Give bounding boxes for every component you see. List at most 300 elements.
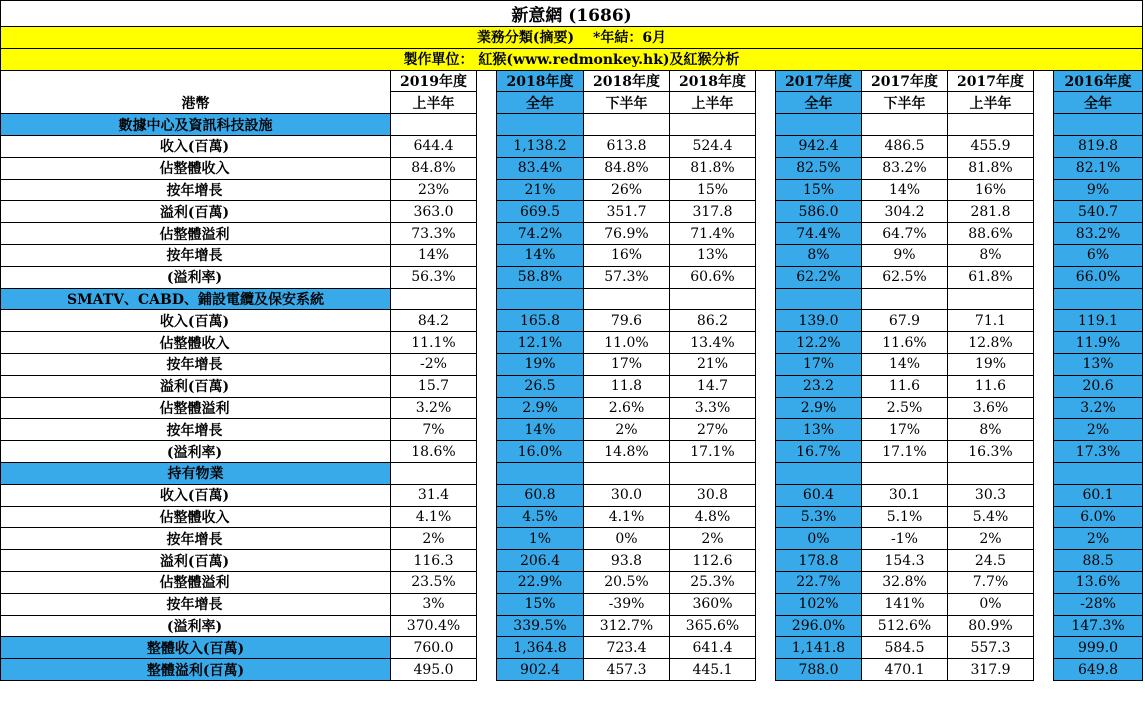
value-cell: 11.8 <box>584 375 670 397</box>
value-cell <box>1054 462 1143 484</box>
gap-cell <box>477 397 497 419</box>
value-cell <box>497 462 584 484</box>
gap-cell <box>1034 637 1054 659</box>
value-cell: 296.0% <box>776 615 862 637</box>
table-row <box>1 441 1143 463</box>
value-cell: 141% <box>862 593 948 615</box>
gap-cell <box>477 201 497 223</box>
gap-cell <box>1034 571 1054 593</box>
value-cell: 584.5 <box>862 637 948 659</box>
value-cell: 16% <box>948 179 1034 201</box>
column-period-header: 全年 <box>776 92 862 114</box>
value-cell: 495.0 <box>391 659 477 681</box>
value-cell: 81.8% <box>948 157 1034 179</box>
value-cell <box>862 462 948 484</box>
gap-cell <box>1034 179 1054 201</box>
page-title: 新意網 (1686) <box>1 1 1143 27</box>
value-cell: 363.0 <box>391 201 477 223</box>
value-cell: 13.6% <box>1054 571 1143 593</box>
value-cell: 360% <box>670 593 756 615</box>
gap-cell <box>477 266 497 288</box>
value-cell: 512.6% <box>862 615 948 637</box>
value-cell: 902.4 <box>497 659 584 681</box>
value-cell <box>670 462 756 484</box>
gap-cell <box>756 353 776 375</box>
value-cell: 76.9% <box>584 223 670 245</box>
row-label: 收入(百萬) <box>1 484 391 506</box>
column-year-header: 2017年度 <box>862 70 948 92</box>
value-cell: 2.9% <box>776 397 862 419</box>
row-label: 佔整體收入 <box>1 332 391 354</box>
value-cell: 14.8% <box>584 441 670 463</box>
gap-cell <box>477 441 497 463</box>
value-cell: 17.3% <box>1054 441 1143 463</box>
gap-cell <box>1034 659 1054 681</box>
value-cell <box>497 288 584 310</box>
value-cell: 644.4 <box>391 135 477 157</box>
value-cell: 74.4% <box>776 223 862 245</box>
gap-cell <box>756 571 776 593</box>
value-cell: 457.3 <box>584 659 670 681</box>
row-label: 佔整體溢利 <box>1 571 391 593</box>
value-cell: 317.8 <box>670 201 756 223</box>
gap-cell <box>756 528 776 550</box>
value-cell <box>948 114 1034 136</box>
gap-cell <box>477 114 497 136</box>
value-cell: 470.1 <box>862 659 948 681</box>
gap-cell <box>477 244 497 266</box>
value-cell: 19% <box>497 353 584 375</box>
row-label: 按年增長 <box>1 528 391 550</box>
header-unit: 港幣 <box>1 92 391 114</box>
value-cell: 2% <box>1054 528 1143 550</box>
value-cell: 62.2% <box>776 266 862 288</box>
row-label: (溢利率) <box>1 266 391 288</box>
value-cell: 5.4% <box>948 506 1034 528</box>
column-period-header: 上半年 <box>948 92 1034 114</box>
gap-cell <box>1034 375 1054 397</box>
value-cell: 165.8 <box>497 310 584 332</box>
gap-cell <box>756 332 776 354</box>
value-cell: 613.8 <box>584 135 670 157</box>
value-cell <box>391 288 477 310</box>
value-cell: 8% <box>948 244 1034 266</box>
gap-cell <box>756 397 776 419</box>
gap-cell <box>1034 615 1054 637</box>
value-cell: 11.9% <box>1054 332 1143 354</box>
value-cell: 649.8 <box>1054 659 1143 681</box>
value-cell: 9% <box>1054 179 1143 201</box>
value-cell: 88.6% <box>948 223 1034 245</box>
total-row <box>1 659 1143 681</box>
table-row <box>1 419 1143 441</box>
table-row <box>1 528 1143 550</box>
value-cell <box>776 462 862 484</box>
value-cell: 16.3% <box>948 441 1034 463</box>
table-row <box>1 332 1143 354</box>
gap-cell <box>477 310 497 332</box>
column-year-header: 2018年度 <box>497 70 584 92</box>
section-row <box>1 462 1143 484</box>
gap-cell <box>477 528 497 550</box>
value-cell: 13% <box>1054 353 1143 375</box>
value-cell: 23% <box>391 179 477 201</box>
gap-cell <box>756 462 776 484</box>
value-cell: 26% <box>584 179 670 201</box>
gap-cell <box>477 157 497 179</box>
value-cell: 12.2% <box>776 332 862 354</box>
value-cell: 0% <box>584 528 670 550</box>
value-cell: 83.4% <box>497 157 584 179</box>
value-cell: 11.1% <box>391 332 477 354</box>
value-cell <box>584 462 670 484</box>
value-cell: 723.4 <box>584 637 670 659</box>
value-cell <box>391 462 477 484</box>
value-cell: -39% <box>584 593 670 615</box>
value-cell: 586.0 <box>776 201 862 223</box>
table-row <box>1 310 1143 332</box>
value-cell: 0% <box>948 593 1034 615</box>
value-cell <box>776 288 862 310</box>
column-period-header <box>756 92 776 114</box>
value-cell: 317.9 <box>948 659 1034 681</box>
gap-cell <box>756 375 776 397</box>
gap-cell <box>756 135 776 157</box>
value-cell: 25.3% <box>670 571 756 593</box>
gap-cell <box>1034 135 1054 157</box>
value-cell: 23.2 <box>776 375 862 397</box>
value-cell: 2% <box>670 528 756 550</box>
column-year-header: 2016年度 <box>1054 70 1143 92</box>
row-label: 按年增長 <box>1 419 391 441</box>
value-cell: 281.8 <box>948 201 1034 223</box>
value-cell: 30.8 <box>670 484 756 506</box>
value-cell: 18.6% <box>391 441 477 463</box>
value-cell: 80.9% <box>948 615 1034 637</box>
value-cell: 557.3 <box>948 637 1034 659</box>
gap-cell <box>1034 441 1054 463</box>
gap-cell <box>477 288 497 310</box>
value-cell: 178.8 <box>776 550 862 572</box>
value-cell: 4.5% <box>497 506 584 528</box>
gap-cell <box>756 179 776 201</box>
value-cell: 13% <box>776 419 862 441</box>
value-cell: 83.2% <box>862 157 948 179</box>
row-label: 按年增長 <box>1 179 391 201</box>
total-row <box>1 637 1143 659</box>
value-cell: 147.3% <box>1054 615 1143 637</box>
table-row <box>1 375 1143 397</box>
value-cell: 112.6 <box>670 550 756 572</box>
value-cell: 86.2 <box>670 310 756 332</box>
gap-cell <box>756 114 776 136</box>
value-cell: 22.7% <box>776 571 862 593</box>
column-year-header <box>756 70 776 92</box>
row-label: 整體溢利(百萬) <box>1 659 391 681</box>
gap-cell <box>477 419 497 441</box>
value-cell: 60.4 <box>776 484 862 506</box>
gap-cell <box>477 506 497 528</box>
value-cell: 370.4% <box>391 615 477 637</box>
value-cell: 139.0 <box>776 310 862 332</box>
value-cell: -1% <box>862 528 948 550</box>
value-cell: 60.6% <box>670 266 756 288</box>
value-cell: 84.2 <box>391 310 477 332</box>
value-cell: 56.3% <box>391 266 477 288</box>
row-label: 溢利(百萬) <box>1 201 391 223</box>
gap-cell <box>756 157 776 179</box>
gap-cell <box>1034 201 1054 223</box>
value-cell: 339.5% <box>497 615 584 637</box>
value-cell: 62.5% <box>862 266 948 288</box>
row-label: SMATV、CABD、鋪設電纜及保安系統 <box>1 288 391 310</box>
value-cell: 304.2 <box>862 201 948 223</box>
value-cell: 641.4 <box>670 637 756 659</box>
column-year-header: 2018年度 <box>670 70 756 92</box>
value-cell: 2% <box>948 528 1034 550</box>
value-cell: 21% <box>670 353 756 375</box>
value-cell: 15% <box>670 179 756 201</box>
column-period-header: 上半年 <box>391 92 477 114</box>
gap-cell <box>1034 506 1054 528</box>
value-cell: 71.1 <box>948 310 1034 332</box>
value-cell: 17% <box>862 419 948 441</box>
value-cell: -2% <box>391 353 477 375</box>
value-cell: 5.3% <box>776 506 862 528</box>
value-cell: 3.2% <box>391 397 477 419</box>
value-cell: 83.2% <box>1054 223 1143 245</box>
value-cell: 9% <box>862 244 948 266</box>
value-cell: 154.3 <box>862 550 948 572</box>
gap-cell <box>1034 288 1054 310</box>
table-row <box>1 353 1143 375</box>
value-cell: 88.5 <box>1054 550 1143 572</box>
gap-cell <box>1034 484 1054 506</box>
value-cell: 15.7 <box>391 375 477 397</box>
value-cell: 7.7% <box>948 571 1034 593</box>
column-period-header <box>477 92 497 114</box>
value-cell: 15% <box>497 593 584 615</box>
value-cell: 14% <box>862 353 948 375</box>
value-cell <box>497 114 584 136</box>
table-row <box>1 201 1143 223</box>
row-label: 溢利(百萬) <box>1 550 391 572</box>
value-cell <box>584 114 670 136</box>
gap-cell <box>756 484 776 506</box>
row-label: 整體收入(百萬) <box>1 637 391 659</box>
value-cell: 486.5 <box>862 135 948 157</box>
row-label: 佔整體溢利 <box>1 223 391 245</box>
gap-cell <box>1034 223 1054 245</box>
row-label: 佔整體溢利 <box>1 397 391 419</box>
value-cell: 17.1% <box>670 441 756 463</box>
value-cell: 788.0 <box>776 659 862 681</box>
value-cell: 11.6% <box>862 332 948 354</box>
value-cell: 6% <box>1054 244 1143 266</box>
table-row <box>1 135 1143 157</box>
credit-banner: 製作單位： 紅猴(www.redmonkey.hk)及紅猴分析 <box>1 48 1143 70</box>
value-cell: 26.5 <box>497 375 584 397</box>
value-cell: 64.7% <box>862 223 948 245</box>
gap-cell <box>477 571 497 593</box>
value-cell <box>776 114 862 136</box>
row-label: 收入(百萬) <box>1 135 391 157</box>
value-cell: 79.6 <box>584 310 670 332</box>
value-cell: 60.1 <box>1054 484 1143 506</box>
value-cell: 67.9 <box>862 310 948 332</box>
value-cell: 27% <box>670 419 756 441</box>
gap-cell <box>756 441 776 463</box>
table-row <box>1 223 1143 245</box>
value-cell: 102% <box>776 593 862 615</box>
value-cell: 2% <box>1054 419 1143 441</box>
row-label: 按年增長 <box>1 244 391 266</box>
gap-cell <box>1034 462 1054 484</box>
gap-cell <box>1034 266 1054 288</box>
gap-cell <box>756 637 776 659</box>
value-cell: 760.0 <box>391 637 477 659</box>
value-cell: 14% <box>862 179 948 201</box>
value-cell <box>584 288 670 310</box>
value-cell: 22.9% <box>497 571 584 593</box>
gap-cell <box>1034 332 1054 354</box>
row-label: (溢利率) <box>1 441 391 463</box>
gap-cell <box>756 615 776 637</box>
value-cell <box>948 462 1034 484</box>
value-cell: 93.8 <box>584 550 670 572</box>
table-row <box>1 593 1143 615</box>
value-cell: 82.1% <box>1054 157 1143 179</box>
gap-cell <box>1034 310 1054 332</box>
value-cell: 81.8% <box>670 157 756 179</box>
gap-cell <box>477 637 497 659</box>
gap-cell <box>477 593 497 615</box>
row-label: 收入(百萬) <box>1 310 391 332</box>
table-row <box>1 179 1143 201</box>
value-cell: 3.3% <box>670 397 756 419</box>
value-cell: 57.3% <box>584 266 670 288</box>
gap-cell <box>1034 397 1054 419</box>
gap-cell <box>1034 114 1054 136</box>
value-cell: 13% <box>670 244 756 266</box>
table-row <box>1 484 1143 506</box>
value-cell: 4.1% <box>391 506 477 528</box>
value-cell: 312.7% <box>584 615 670 637</box>
value-cell: 2% <box>584 419 670 441</box>
value-cell: 8% <box>776 244 862 266</box>
value-cell: 3% <box>391 593 477 615</box>
table-row <box>1 615 1143 637</box>
value-cell: 8% <box>948 419 1034 441</box>
value-cell: 31.4 <box>391 484 477 506</box>
value-cell: 14% <box>391 244 477 266</box>
gap-cell <box>1034 593 1054 615</box>
value-cell: 60.8 <box>497 484 584 506</box>
value-cell: 12.1% <box>497 332 584 354</box>
value-cell: 119.1 <box>1054 310 1143 332</box>
column-period-header: 下半年 <box>584 92 670 114</box>
table-row <box>1 266 1143 288</box>
value-cell: 58.8% <box>497 266 584 288</box>
gap-cell <box>1034 353 1054 375</box>
header-blank <box>1 70 391 92</box>
value-cell: 540.7 <box>1054 201 1143 223</box>
value-cell: 20.5% <box>584 571 670 593</box>
table-row <box>1 244 1143 266</box>
row-label: 按年增長 <box>1 593 391 615</box>
gap-cell <box>756 550 776 572</box>
gap-cell <box>756 288 776 310</box>
section-row <box>1 114 1143 136</box>
gap-cell <box>477 659 497 681</box>
value-cell: 2.9% <box>497 397 584 419</box>
row-label: 佔整體收入 <box>1 506 391 528</box>
value-cell: 14% <box>497 244 584 266</box>
value-cell: 16.7% <box>776 441 862 463</box>
gap-cell <box>756 223 776 245</box>
value-cell: 30.0 <box>584 484 670 506</box>
value-cell: 455.9 <box>948 135 1034 157</box>
value-cell: 6.0% <box>1054 506 1143 528</box>
value-cell: 206.4 <box>497 550 584 572</box>
row-label: 溢利(百萬) <box>1 375 391 397</box>
gap-cell <box>756 310 776 332</box>
value-cell: 2.5% <box>862 397 948 419</box>
value-cell <box>1054 114 1143 136</box>
value-cell: 3.2% <box>1054 397 1143 419</box>
table-row <box>1 397 1143 419</box>
row-label: 按年增長 <box>1 353 391 375</box>
value-cell: 20.6 <box>1054 375 1143 397</box>
value-cell: 7% <box>391 419 477 441</box>
column-period-header: 全年 <box>497 92 584 114</box>
value-cell: 14% <box>497 419 584 441</box>
column-year-header: 2018年度 <box>584 70 670 92</box>
subtitle-banner: 業務分類(摘要) *年結：6月 <box>1 27 1143 49</box>
value-cell: 17% <box>776 353 862 375</box>
value-cell: 2.6% <box>584 397 670 419</box>
section-row <box>1 288 1143 310</box>
value-cell: 1,364.8 <box>497 637 584 659</box>
column-period-header: 全年 <box>1054 92 1143 114</box>
value-cell: 61.8% <box>948 266 1034 288</box>
gap-cell <box>477 135 497 157</box>
value-cell: 4.1% <box>584 506 670 528</box>
gap-cell <box>1034 157 1054 179</box>
value-cell: 1% <box>497 528 584 550</box>
row-label: 佔整體收入 <box>1 157 391 179</box>
value-cell: 3.6% <box>948 397 1034 419</box>
gap-cell <box>477 484 497 506</box>
column-period-header: 下半年 <box>862 92 948 114</box>
value-cell: 84.8% <box>584 157 670 179</box>
value-cell: 24.5 <box>948 550 1034 572</box>
column-period-header <box>1034 92 1054 114</box>
gap-cell <box>477 615 497 637</box>
value-cell: 84.8% <box>391 157 477 179</box>
gap-cell <box>756 419 776 441</box>
value-cell: 445.1 <box>670 659 756 681</box>
value-cell: 30.3 <box>948 484 1034 506</box>
gap-cell <box>1034 419 1054 441</box>
column-year-header <box>1034 70 1054 92</box>
value-cell <box>670 288 756 310</box>
value-cell: 30.1 <box>862 484 948 506</box>
value-cell <box>1054 288 1143 310</box>
value-cell: 74.2% <box>497 223 584 245</box>
value-cell <box>948 288 1034 310</box>
value-cell: 16% <box>584 244 670 266</box>
